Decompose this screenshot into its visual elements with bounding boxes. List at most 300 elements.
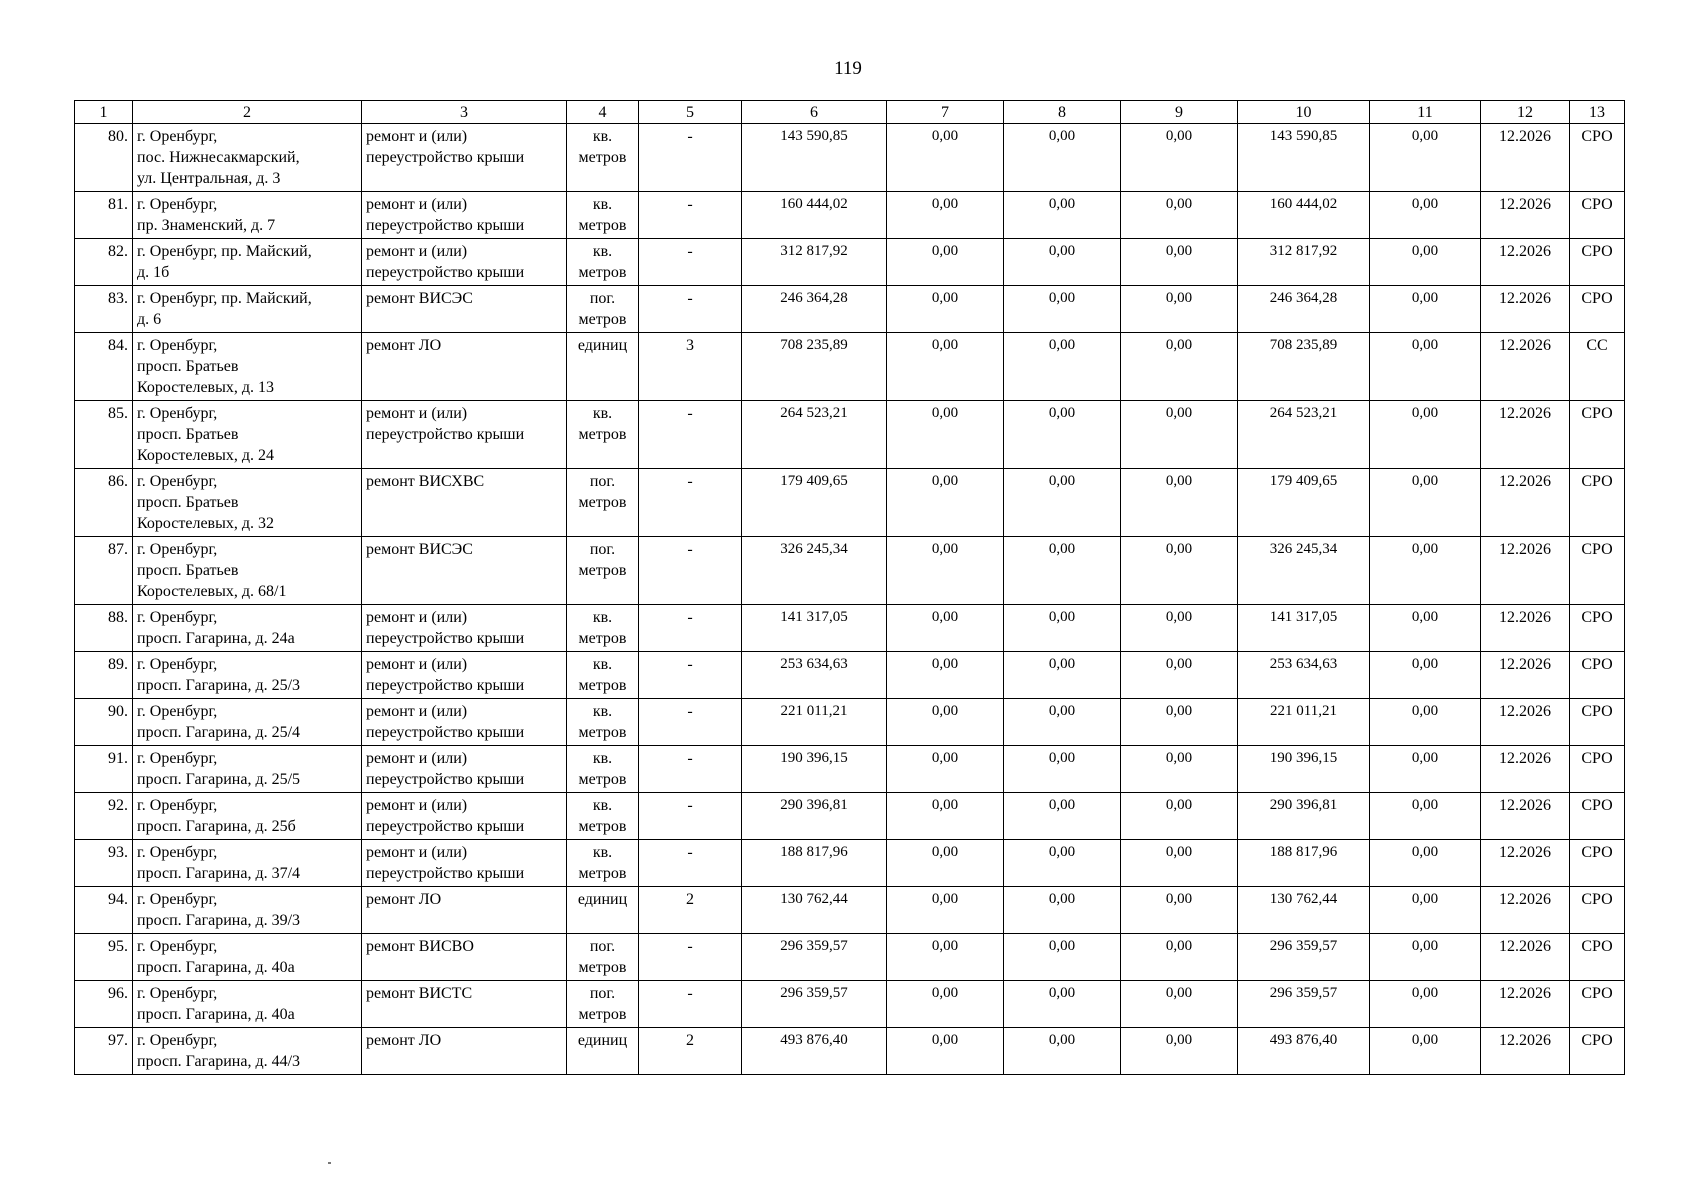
local-funds-cell: 0,00 [1121, 652, 1238, 699]
regional-funds-cell: 0,00 [1004, 840, 1121, 887]
federal-funds-cell: 0,00 [887, 124, 1004, 192]
completion-date-cell: 12.2026 [1481, 239, 1570, 286]
unit-cell [567, 537, 639, 605]
owner-funds-cell: 141 317,05 [1238, 605, 1370, 652]
completion-date-cell: 12.2026 [1481, 699, 1570, 746]
completion-date-cell: 12.2026 [1481, 793, 1570, 840]
address-cell-line: г. Оренбург, [137, 985, 218, 1002]
regional-funds-cell: 0,00 [1004, 1028, 1121, 1075]
table-row [75, 286, 1625, 333]
work-type-cell [362, 333, 567, 401]
register-table [74, 100, 1625, 1075]
owner-funds-cell: 290 396,81 [1238, 793, 1370, 840]
table-row [75, 793, 1625, 840]
local-funds-cell: 0,00 [1121, 699, 1238, 746]
owner-funds-cell: 143 590,85 [1238, 124, 1370, 192]
address-cell-line: г. Оренбург, [137, 797, 218, 814]
fund-method-cell: СРО [1570, 840, 1625, 887]
address-cell-line: просп. Гагарина, д. 25/5 [137, 771, 301, 788]
fund-method-cell: СРО [1570, 652, 1625, 699]
column-number-row [75, 101, 1625, 124]
total-cost-cell: 141 317,05 [742, 605, 887, 652]
local-funds-cell: 0,00 [1121, 124, 1238, 192]
work-type-cell [362, 746, 567, 793]
other-funds-cell: 0,00 [1370, 124, 1481, 192]
regional-funds-cell: 0,00 [1004, 469, 1121, 537]
address-cell-line: просп. Гагарина, д. 25/4 [137, 724, 301, 741]
address-cell [133, 699, 362, 746]
total-cost-cell: 160 444,02 [742, 192, 887, 239]
address-cell-line: просп. Гагарина, д. 37/4 [137, 865, 301, 882]
work-type-cell-line: переустройство крыши [366, 217, 525, 234]
owner-funds-cell: 246 364,28 [1238, 286, 1370, 333]
work-type-cell-line: ремонт и (или) [366, 609, 468, 626]
regional-funds-cell: 0,00 [1004, 239, 1121, 286]
unit-cell-line: пог. [589, 938, 616, 955]
work-type-cell-line: ремонт и (или) [366, 844, 468, 861]
owner-funds-cell: 708 235,89 [1238, 333, 1370, 401]
address-cell [133, 333, 362, 401]
owner-funds-cell: 190 396,15 [1238, 746, 1370, 793]
unit-cell-line: пог. [589, 473, 616, 490]
fund-method-cell: СРО [1570, 981, 1625, 1028]
federal-funds-cell: 0,00 [887, 981, 1004, 1028]
row-number: 88. [75, 605, 133, 652]
local-funds-cell: 0,00 [1121, 840, 1238, 887]
unit-cell-line: метров [578, 217, 627, 234]
address-cell [133, 537, 362, 605]
address-cell [133, 887, 362, 934]
completion-date-cell: 12.2026 [1481, 840, 1570, 887]
work-type-cell-line: ремонт и (или) [366, 703, 468, 720]
quantity-cell: - [639, 746, 742, 793]
quantity-cell: - [639, 793, 742, 840]
column-header: 4 [567, 101, 639, 124]
address-cell [133, 934, 362, 981]
total-cost-cell: 246 364,28 [742, 286, 887, 333]
unit-cell-line: единиц [577, 337, 628, 354]
completion-date-cell: 12.2026 [1481, 1028, 1570, 1075]
work-type-cell-line: ремонт и (или) [366, 243, 468, 260]
regional-funds-cell: 0,00 [1004, 286, 1121, 333]
other-funds-cell: 0,00 [1370, 333, 1481, 401]
row-number: 93. [75, 840, 133, 887]
address-cell-line: просп. Гагарина, д. 25б [137, 818, 296, 835]
column-header: 6 [742, 101, 887, 124]
regional-funds-cell: 0,00 [1004, 333, 1121, 401]
federal-funds-cell: 0,00 [887, 286, 1004, 333]
unit-cell-line: метров [578, 865, 627, 882]
owner-funds-cell: 264 523,21 [1238, 401, 1370, 469]
work-type-cell [362, 469, 567, 537]
total-cost-cell: 264 523,21 [742, 401, 887, 469]
unit-cell [567, 239, 639, 286]
unit-cell-line: метров [578, 562, 627, 579]
federal-funds-cell: 0,00 [887, 746, 1004, 793]
row-number: 85. [75, 401, 133, 469]
unit-cell [567, 333, 639, 401]
completion-date-cell: 12.2026 [1481, 401, 1570, 469]
total-cost-cell: 253 634,63 [742, 652, 887, 699]
local-funds-cell: 0,00 [1121, 981, 1238, 1028]
fund-method-cell: СРО [1570, 239, 1625, 286]
unit-cell-line: метров [578, 494, 627, 511]
owner-funds-cell: 130 762,44 [1238, 887, 1370, 934]
other-funds-cell: 0,00 [1370, 793, 1481, 840]
quantity-cell: - [639, 605, 742, 652]
address-cell [133, 746, 362, 793]
federal-funds-cell: 0,00 [887, 401, 1004, 469]
quantity-cell: 3 [639, 333, 742, 401]
local-funds-cell: 0,00 [1121, 333, 1238, 401]
unit-cell-line: кв. [592, 844, 613, 861]
address-cell [133, 286, 362, 333]
regional-funds-cell: 0,00 [1004, 793, 1121, 840]
local-funds-cell: 0,00 [1121, 401, 1238, 469]
row-number: 90. [75, 699, 133, 746]
work-type-cell [362, 192, 567, 239]
unit-cell-line: кв. [592, 656, 613, 673]
fund-method-cell: СРО [1570, 286, 1625, 333]
column-header: 9 [1121, 101, 1238, 124]
row-number: 92. [75, 793, 133, 840]
address-cell-line: просп. Гагарина, д. 40а [137, 959, 295, 976]
local-funds-cell: 0,00 [1121, 746, 1238, 793]
table-row [75, 124, 1625, 192]
owner-funds-cell: 188 817,96 [1238, 840, 1370, 887]
work-type-cell-line: ремонт ЛО [366, 1032, 442, 1049]
completion-date-cell: 12.2026 [1481, 934, 1570, 981]
completion-date-cell: 12.2026 [1481, 746, 1570, 793]
quantity-cell: - [639, 934, 742, 981]
table-row [75, 333, 1625, 401]
unit-cell-line: пог. [589, 290, 616, 307]
total-cost-cell: 188 817,96 [742, 840, 887, 887]
unit-cell-line: метров [578, 311, 627, 328]
address-cell-line: Коростелевых, д. 24 [137, 447, 274, 464]
quantity-cell: - [639, 286, 742, 333]
address-cell-line: просп. Братьев [137, 426, 239, 443]
row-number: 87. [75, 537, 133, 605]
unit-cell-line: кв. [592, 196, 613, 213]
address-cell-line: пос. Нижнесакмарский, [137, 149, 300, 166]
address-cell-line: г. Оренбург, [137, 609, 218, 626]
work-type-cell [362, 840, 567, 887]
address-cell-line: г. Оренбург, [137, 1032, 218, 1049]
federal-funds-cell: 0,00 [887, 793, 1004, 840]
owner-funds-cell: 221 011,21 [1238, 699, 1370, 746]
address-cell-line: г. Оренбург, [137, 405, 218, 422]
completion-date-cell: 12.2026 [1481, 537, 1570, 605]
fund-method-cell: СРО [1570, 401, 1625, 469]
table-row [75, 192, 1625, 239]
total-cost-cell: 179 409,65 [742, 469, 887, 537]
federal-funds-cell: 0,00 [887, 239, 1004, 286]
completion-date-cell: 12.2026 [1481, 192, 1570, 239]
address-cell-line: просп. Гагарина, д. 44/3 [137, 1053, 301, 1070]
work-type-cell-line: переустройство крыши [366, 426, 525, 443]
work-type-cell [362, 1028, 567, 1075]
unit-cell [567, 840, 639, 887]
address-cell [133, 124, 362, 192]
regional-funds-cell: 0,00 [1004, 934, 1121, 981]
quantity-cell: - [639, 239, 742, 286]
work-type-cell-line: ремонт и (или) [366, 405, 468, 422]
other-funds-cell: 0,00 [1370, 1028, 1481, 1075]
fund-method-cell: СРО [1570, 1028, 1625, 1075]
regional-funds-cell: 0,00 [1004, 887, 1121, 934]
local-funds-cell: 0,00 [1121, 1028, 1238, 1075]
completion-date-cell: 12.2026 [1481, 887, 1570, 934]
address-cell-line: Коростелевых, д. 32 [137, 515, 274, 532]
unit-cell [567, 887, 639, 934]
row-number: 80. [75, 124, 133, 192]
regional-funds-cell: 0,00 [1004, 605, 1121, 652]
local-funds-cell: 0,00 [1121, 239, 1238, 286]
other-funds-cell: 0,00 [1370, 840, 1481, 887]
quantity-cell: 2 [639, 1028, 742, 1075]
address-cell [133, 605, 362, 652]
work-type-cell [362, 124, 567, 192]
table-row [75, 746, 1625, 793]
completion-date-cell: 12.2026 [1481, 652, 1570, 699]
regional-funds-cell: 0,00 [1004, 652, 1121, 699]
work-type-cell-line: переустройство крыши [366, 771, 525, 788]
address-cell-line: Коростелевых, д. 68/1 [137, 583, 287, 600]
unit-cell [567, 124, 639, 192]
address-cell [133, 239, 362, 286]
unit-cell [567, 192, 639, 239]
table-row [75, 1028, 1625, 1075]
work-type-cell-line: ремонт и (или) [366, 128, 468, 145]
federal-funds-cell: 0,00 [887, 652, 1004, 699]
work-type-cell-line: переустройство крыши [366, 677, 525, 694]
address-cell-line: г. Оренбург, пр. Майский, [137, 290, 312, 307]
fund-method-cell: СРО [1570, 537, 1625, 605]
quantity-cell: - [639, 192, 742, 239]
row-number: 86. [75, 469, 133, 537]
row-number: 95. [75, 934, 133, 981]
total-cost-cell: 190 396,15 [742, 746, 887, 793]
table-row [75, 934, 1625, 981]
other-funds-cell: 0,00 [1370, 746, 1481, 793]
column-header: 10 [1238, 101, 1370, 124]
column-header: 13 [1570, 101, 1625, 124]
completion-date-cell: 12.2026 [1481, 981, 1570, 1028]
total-cost-cell: 493 876,40 [742, 1028, 887, 1075]
fund-method-cell: СРО [1570, 469, 1625, 537]
unit-cell-line: единиц [577, 1032, 628, 1049]
work-type-cell-line: ремонт ЛО [366, 891, 442, 908]
address-cell-line: просп. Гагарина, д. 25/3 [137, 677, 301, 694]
work-type-cell [362, 934, 567, 981]
unit-cell [567, 746, 639, 793]
table-row [75, 537, 1625, 605]
work-type-cell [362, 239, 567, 286]
other-funds-cell: 0,00 [1370, 887, 1481, 934]
completion-date-cell: 12.2026 [1481, 605, 1570, 652]
fund-method-cell: СРО [1570, 934, 1625, 981]
work-type-cell-line: ремонт ВИСЭС [366, 541, 473, 558]
local-funds-cell: 0,00 [1121, 192, 1238, 239]
unit-cell [567, 401, 639, 469]
address-cell-line: г. Оренбург, [137, 337, 218, 354]
quantity-cell: - [639, 981, 742, 1028]
unit-cell [567, 699, 639, 746]
unit-cell-line: пог. [589, 541, 616, 558]
unit-cell [567, 1028, 639, 1075]
address-cell-line: г. Оренбург, [137, 128, 218, 145]
federal-funds-cell: 0,00 [887, 840, 1004, 887]
completion-date-cell: 12.2026 [1481, 286, 1570, 333]
unit-cell-line: метров [578, 1006, 627, 1023]
work-type-cell [362, 652, 567, 699]
total-cost-cell: 296 359,57 [742, 934, 887, 981]
other-funds-cell: 0,00 [1370, 699, 1481, 746]
work-type-cell-line: ремонт ВИСТС [366, 985, 473, 1002]
work-type-cell-line: переустройство крыши [366, 724, 525, 741]
work-type-cell [362, 401, 567, 469]
quantity-cell: - [639, 699, 742, 746]
unit-cell-line: метров [578, 677, 627, 694]
other-funds-cell: 0,00 [1370, 469, 1481, 537]
address-cell [133, 401, 362, 469]
fund-method-cell: СРО [1570, 605, 1625, 652]
other-funds-cell: 0,00 [1370, 401, 1481, 469]
federal-funds-cell: 0,00 [887, 192, 1004, 239]
unit-cell-line: метров [578, 264, 627, 281]
unit-cell [567, 793, 639, 840]
owner-funds-cell: 160 444,02 [1238, 192, 1370, 239]
quantity-cell: - [639, 469, 742, 537]
other-funds-cell: 0,00 [1370, 286, 1481, 333]
completion-date-cell: 12.2026 [1481, 469, 1570, 537]
regional-funds-cell: 0,00 [1004, 981, 1121, 1028]
address-cell-line: просп. Гагарина, д. 40а [137, 1006, 295, 1023]
address-cell [133, 793, 362, 840]
work-type-cell-line: переустройство крыши [366, 818, 525, 835]
table-row [75, 652, 1625, 699]
fund-method-cell: СРО [1570, 746, 1625, 793]
row-number: 97. [75, 1028, 133, 1075]
address-cell [133, 652, 362, 699]
other-funds-cell: 0,00 [1370, 934, 1481, 981]
fund-method-cell: СРО [1570, 192, 1625, 239]
total-cost-cell: 326 245,34 [742, 537, 887, 605]
table-row [75, 699, 1625, 746]
table-row [75, 981, 1625, 1028]
column-header: 8 [1004, 101, 1121, 124]
total-cost-cell: 290 396,81 [742, 793, 887, 840]
address-cell-line: просп. Братьев [137, 562, 239, 579]
unit-cell [567, 934, 639, 981]
work-type-cell-line: переустройство крыши [366, 149, 525, 166]
table-row [75, 401, 1625, 469]
owner-funds-cell: 312 817,92 [1238, 239, 1370, 286]
work-type-cell [362, 605, 567, 652]
address-cell-line: г. Оренбург, пр. Майский, [137, 243, 312, 260]
address-cell [133, 1028, 362, 1075]
unit-cell-line: кв. [592, 609, 613, 626]
unit-cell-line: единиц [577, 891, 628, 908]
other-funds-cell: 0,00 [1370, 239, 1481, 286]
unit-cell [567, 605, 639, 652]
address-cell-line: ул. Центральная, д. 3 [137, 170, 281, 187]
unit-cell-line: кв. [592, 128, 613, 145]
address-cell-line: г. Оренбург, [137, 541, 218, 558]
work-type-cell-line: переустройство крыши [366, 630, 525, 647]
completion-date-cell: 12.2026 [1481, 333, 1570, 401]
total-cost-cell: 312 817,92 [742, 239, 887, 286]
other-funds-cell: 0,00 [1370, 192, 1481, 239]
quantity-cell: 2 [639, 887, 742, 934]
work-type-cell-line: переустройство крыши [366, 264, 525, 281]
table-body [75, 124, 1625, 1075]
table-row [75, 469, 1625, 537]
unit-cell-line: кв. [592, 405, 613, 422]
unit-cell-line: метров [578, 771, 627, 788]
row-number: 96. [75, 981, 133, 1028]
owner-funds-cell: 326 245,34 [1238, 537, 1370, 605]
other-funds-cell: 0,00 [1370, 605, 1481, 652]
local-funds-cell: 0,00 [1121, 605, 1238, 652]
fund-method-cell: СРО [1570, 793, 1625, 840]
column-header: 11 [1370, 101, 1481, 124]
address-cell-line: г. Оренбург, [137, 938, 218, 955]
owner-funds-cell: 493 876,40 [1238, 1028, 1370, 1075]
total-cost-cell: 143 590,85 [742, 124, 887, 192]
regional-funds-cell: 0,00 [1004, 401, 1121, 469]
local-funds-cell: 0,00 [1121, 469, 1238, 537]
total-cost-cell: 221 011,21 [742, 699, 887, 746]
other-funds-cell: 0,00 [1370, 537, 1481, 605]
local-funds-cell: 0,00 [1121, 934, 1238, 981]
scan-speck [328, 1162, 331, 1164]
row-number: 94. [75, 887, 133, 934]
owner-funds-cell: 296 359,57 [1238, 981, 1370, 1028]
work-type-cell [362, 699, 567, 746]
address-cell-line: д. 1б [137, 264, 170, 281]
address-cell-line: г. Оренбург, [137, 656, 218, 673]
quantity-cell: - [639, 124, 742, 192]
local-funds-cell: 0,00 [1121, 887, 1238, 934]
unit-cell-line: кв. [592, 750, 613, 767]
federal-funds-cell: 0,00 [887, 605, 1004, 652]
work-type-cell-line: переустройство крыши [366, 865, 525, 882]
address-cell-line: г. Оренбург, [137, 750, 218, 767]
work-type-cell-line: ремонт ВИСВО [366, 938, 474, 955]
column-header: 2 [133, 101, 362, 124]
owner-funds-cell: 253 634,63 [1238, 652, 1370, 699]
column-header: 3 [362, 101, 567, 124]
work-type-cell-line: ремонт ВИСХВС [366, 473, 485, 490]
work-type-cell [362, 981, 567, 1028]
column-header: 1 [75, 101, 133, 124]
unit-cell-line: метров [578, 630, 627, 647]
row-number: 83. [75, 286, 133, 333]
row-number: 91. [75, 746, 133, 793]
page-number: 119 [834, 58, 862, 79]
unit-cell [567, 469, 639, 537]
column-header: 12 [1481, 101, 1570, 124]
federal-funds-cell: 0,00 [887, 1028, 1004, 1075]
quantity-cell: - [639, 840, 742, 887]
regional-funds-cell: 0,00 [1004, 699, 1121, 746]
total-cost-cell: 708 235,89 [742, 333, 887, 401]
local-funds-cell: 0,00 [1121, 286, 1238, 333]
address-cell-line: просп. Гагарина, д. 24а [137, 630, 295, 647]
row-number: 82. [75, 239, 133, 286]
